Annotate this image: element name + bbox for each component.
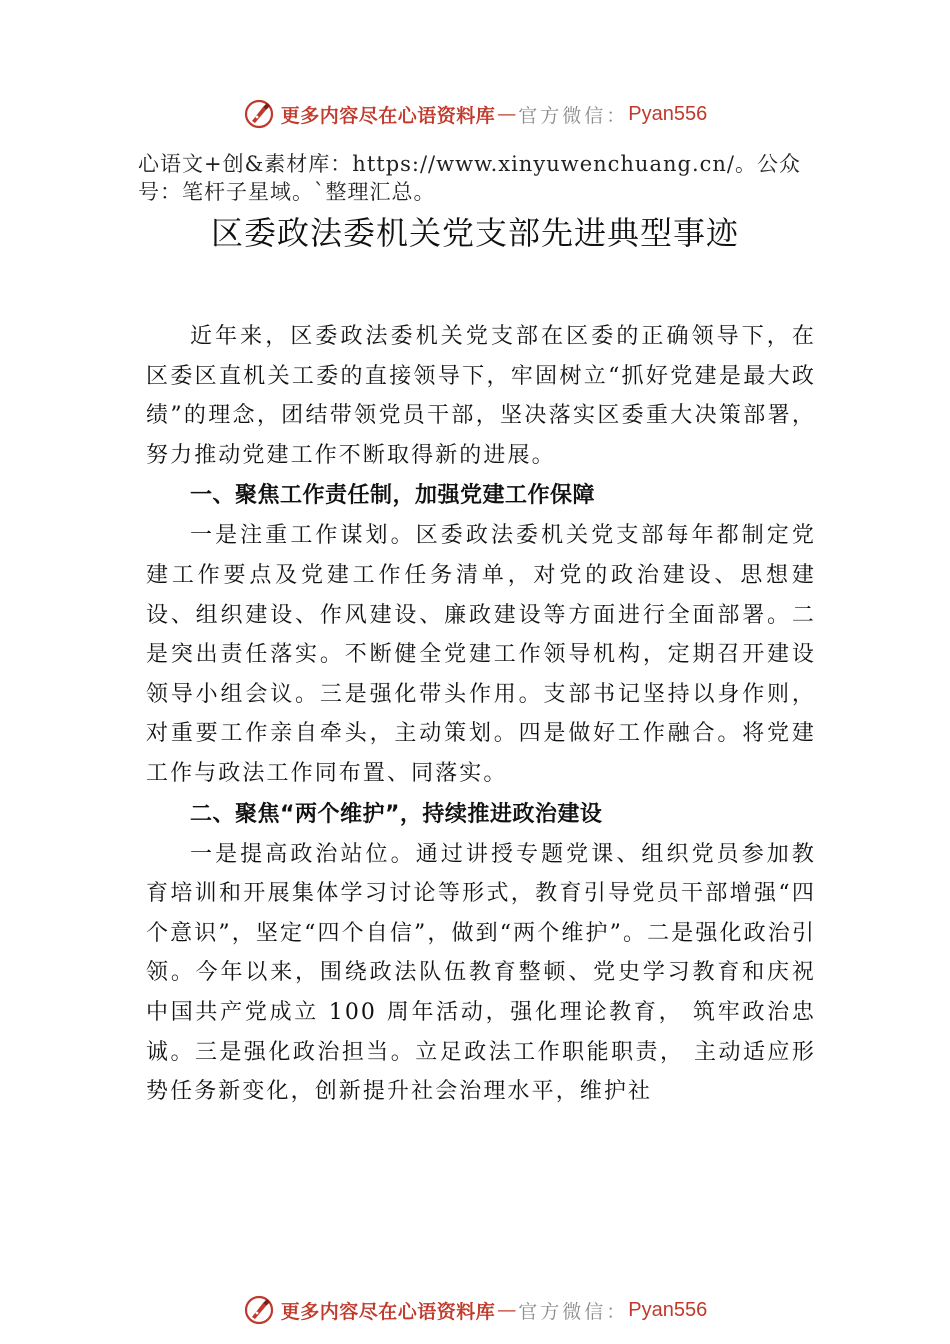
watermark-main-text: 更多内容尽在心语资料库	[280, 1300, 496, 1323]
pen-nib-logo-icon	[243, 98, 275, 130]
watermark-label: 官方微信：	[518, 104, 629, 127]
section-heading-1: 一、聚焦工作责任制，加强党建工作保障	[190, 483, 596, 509]
section-heading-2: 二、聚焦“两个维护”，持续推进政治建设	[190, 801, 603, 827]
watermark-footer	[0, 1292, 950, 1328]
watermark-dash: —	[497, 1299, 517, 1321]
watermark-header	[0, 96, 950, 132]
watermark-wechat-id: Pyan556	[628, 102, 708, 125]
watermark-main-text: 更多内容尽在心语资料库	[280, 104, 496, 127]
watermark-label: 官方微信：	[518, 1300, 629, 1323]
watermark-wechat-id: Pyan556	[628, 1298, 708, 1321]
section-1-paragraph: 一是注重工作谋划。区委政法委机关党支部每年都制定党建工作要点及党建工作任务清单，对党的政治建设、思想建设、组织建设、作风建设、廉政建设等方面进行全面部署。二是突出责任落实。不断健全党建工作领导机构，定期召开建设领导小组会议。三是强化带头作用。支部书记坚持以身作则，对重要工作亲自牵头，主动策划。四是做好工作融合。将党建工作与政法工作同布置、同落实。	[146, 523, 816, 786]
document-body	[146, 317, 816, 1112]
section-2-paragraph: 一是提高政治站位。通过讲授专题党课、组织党员参加教育培训和开展集体学习讨论等形式，教育引导党员干部增强“四个意识”，坚定“四个自信”，做到“两个维护”。二是强化政治引领。今年以来，围绕政法队伍教育整顿、党史学习教育和庆祝中国共产党成立 100 周年活动，强化理论教育， 筑牢政治忠诚。三是强化政治担当。立足政法工作职能职责， 主动适应形势任务新变化，创新提升社会治理水平，维护社	[146, 841, 816, 1105]
source-line: 心语文+创&素材库：https://www.xinyuwenchuang.cn/。公众号：笔杆子星域。`整理汇总。	[138, 152, 801, 204]
intro-paragraph: 近年来，区委政法委机关党支部在区委的正确领导下，在区委区直机关工委的直接领导下，牢固树立“抓好党建是最大政绩”的理念，团结带领党员干部，坚决落实区委重大决策部署，努力推动党建工作不断取得新的进展。	[146, 324, 816, 468]
document-title: 区委政法委机关党支部先进典型事迹	[210, 214, 739, 252]
pen-nib-logo-icon	[243, 1294, 275, 1326]
watermark-dash: —	[497, 103, 517, 125]
